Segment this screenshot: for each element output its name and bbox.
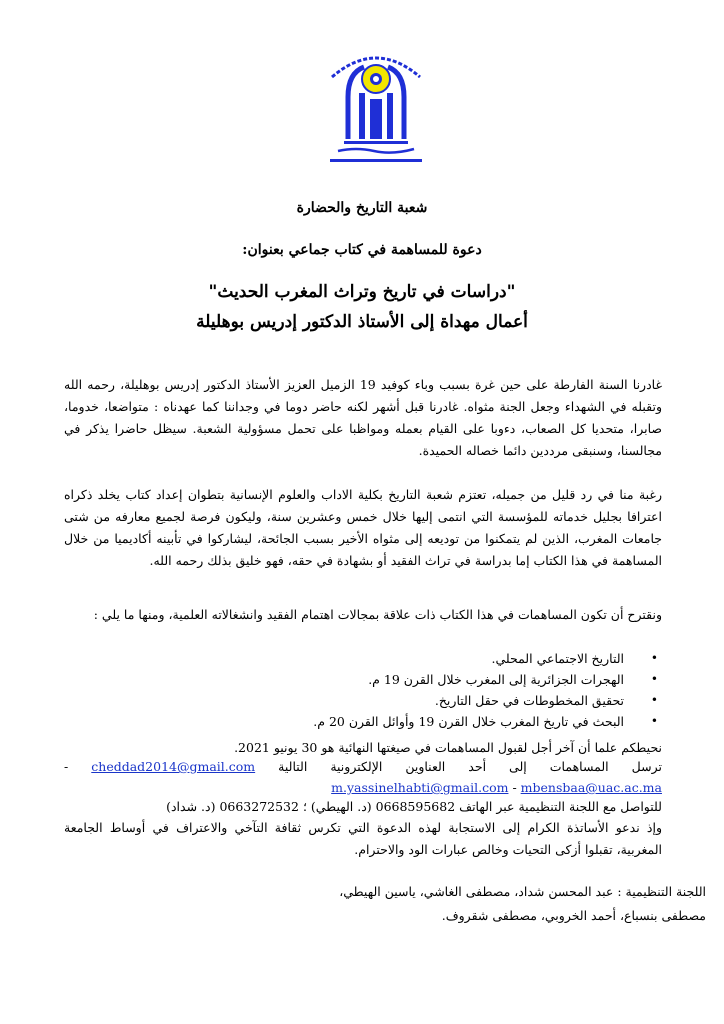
list-item: • الهجرات الجزائرية إلى المغرب خلال القرن 19 م. [64,669,624,690]
email-link-cheddad[interactable]: cheddad2014@gmail.com [91,759,256,774]
paragraph-tribute: غادرنا السنة الفارطة على حين غرة بسبب وباء كوفيد 19 الزميل العزيز الأستاذ الدكتور إدريس بوهليلة، رحمه الله وتقبله في الشهداء وجعل الجنة مثواه. غادرنا قبل أشهر لكنه حاضر دوما في وجداننا كما عهدناه : متواضعا، خدوما، صابرا، متحديا كل الصعاب، دءوبا على القيام بعمله ومواظبا على تحمل مسؤولية الشعبة. سيظل حاضرا يذكر في مجالسنا، وسنبقى مرددين دائما خصاله الحميدة. [64,377,662,458]
bullet-icon: • [650,693,658,707]
email-separator: - [64,759,69,774]
organizing-committee [160,880,706,928]
deadline-notice: نحيطكم علما أن آخر أجل لقبول المساهمات في صيغتها النهائية هو 30 يونيو 2021. [234,740,662,755]
email-addresses-line [64,778,662,798]
bullet-icon: • [650,714,658,728]
send-contributions-line [64,757,662,777]
list-item: • تحقيق المخطوطات في حقل التاريخ. [64,690,624,711]
email-separator: - [512,780,517,795]
bullet-icon: • [650,672,658,686]
book-subtitle: أعمال مهداة إلى الأستاذ الدكتور إدريس بوهليلة [196,312,528,332]
paragraph-purpose: رغبة منا في رد قليل من جميله، تعتزم شعبة التاريخ بكلية الاداب والعلوم الإنسانية بتطوان إعداد كتاب يخلد ذكراه اعترافا بجليل خدماته للمؤسسة التي انتمى إليها خلال خمس وعشرين سنة، وليكون فرصة لجميع معارفه من شتى جامعات المغرب، الذين لم يتمكنوا من توديعه إلى مثواه الأخير بسبب الجائحة، ليشاركوا في تأبينه أكاديميا من خلال المساهمة في هذا الكتاب إما بدراسة في تراث الفقيد أو بشهادة في حقه، فهو خليق بذلك رحمه الله. [64,487,662,568]
department-name: شعبة التاريخ والحضارة [296,200,428,216]
email-link-mbensbaa[interactable]: mbensbaa@uac.ac.ma [520,780,662,795]
committee-line-1: اللجنة التنظيمية : عبد المحسن شداد، مصطفى الغاشي، ياسين الهيطي، [339,884,706,899]
list-item: • البحث في تاريخ المغرب خلال القرن 19 وأوائل القرن 20 م. [64,711,624,732]
book-title: "دراسات في تاريخ وتراث المغرب الحديث" [208,282,516,302]
bullet-icon: • [650,651,658,665]
contact-phones: للتواصل مع اللجنة التنظيمية عبر الهاتف 0668595682 (د. الهيطي) ؛ 0663272532 (د. شداد) [166,799,662,814]
committee-line-2: مصطفى بنسباع، أحمد الخروبي، مصطفى شقروف. [441,908,706,923]
invitation-heading: دعوة للمساهمة في كتاب جماعي بعنوان: [242,242,482,258]
faculty-logo [326,43,426,171]
list-item: • التاريخ الاجتماعي المحلي. [64,648,624,669]
faculty-emblem-icon [326,43,426,171]
email-link-yassinelhabti[interactable]: m.yassinelhabti@gmail.com [331,780,509,795]
paragraph-topics-intro: ونقترح أن تكون المساهمات في هذا الكتاب ذات علاقة بمجالات اهتمام الفقيد وانشغالاته العلمية، ومنها ما يلي : [93,607,662,622]
send-contributions-text: ترسل المساهمات إلى أحد العناوين الإلكترونية التالية [278,759,662,774]
closing-paragraph: وإذ ندعو الأساتذة الكرام إلى الاستجابة لهذه الدعوة التي تكرس ثقافة التآخي والاعتراف في أوساط الجامعة المغربية، تقبلوا أزكى التحيات وخالص عبارات الود والاحترام. [64,820,663,857]
topics-list [64,648,658,732]
